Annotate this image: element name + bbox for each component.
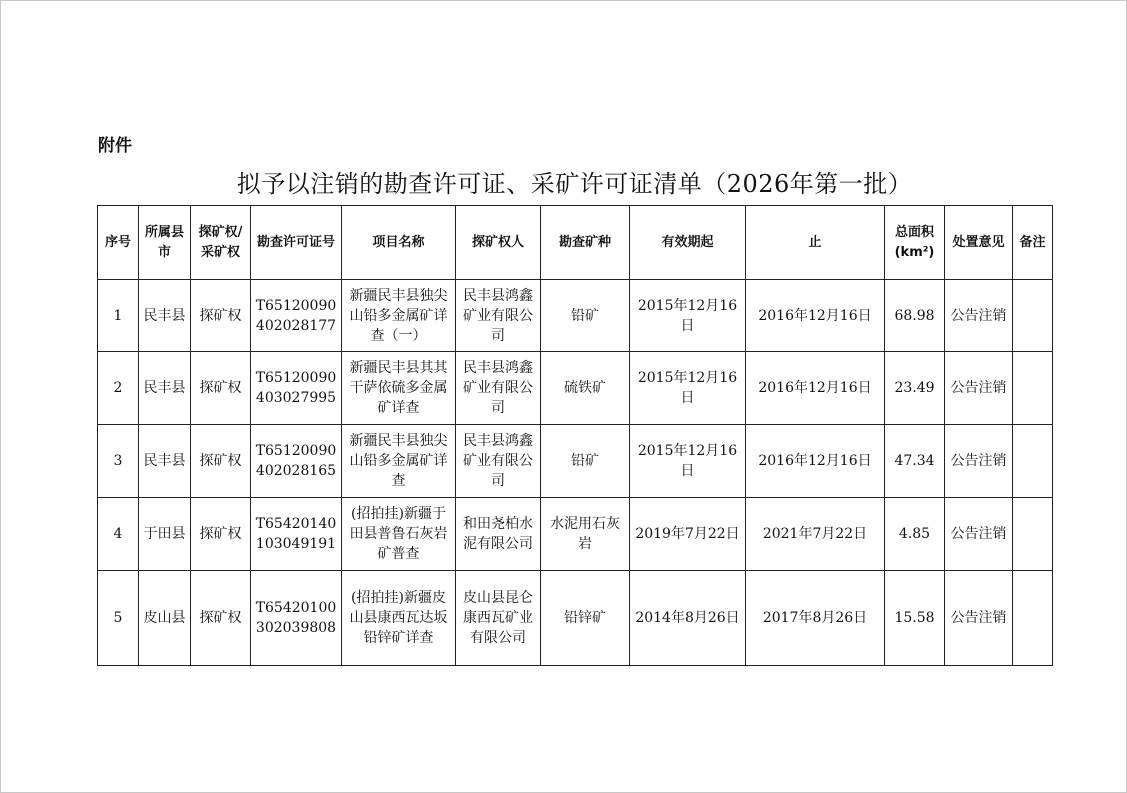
cell-end: 2016年12月16日 [746, 352, 885, 425]
table-row [98, 425, 1053, 498]
cell-mineral: 铅锌矿 [541, 571, 630, 666]
cell-right-type: 探矿权 [191, 425, 251, 498]
cell-holder: 民丰县鸿鑫矿业有限公司 [456, 425, 541, 498]
table-row [98, 280, 1053, 352]
header-start: 有效期起 [630, 206, 746, 280]
cell-license: T65120090402028177 [251, 280, 342, 352]
table-row [98, 571, 1053, 666]
cell-end: 2016年12月16日 [746, 280, 885, 352]
cell-holder: 皮山县昆仑康西瓦矿业有限公司 [456, 571, 541, 666]
table-row [98, 352, 1053, 425]
cell-county: 皮山县 [139, 571, 191, 666]
header-right-type: 探矿权/采矿权 [191, 206, 251, 280]
cell-note [1013, 498, 1053, 571]
header-project: 项目名称 [342, 206, 456, 280]
cell-no: 5 [98, 571, 139, 666]
cell-right-type: 探矿权 [191, 498, 251, 571]
header-mineral: 勘查矿种 [541, 206, 630, 280]
cell-right-type: 探矿权 [191, 571, 251, 666]
cell-end: 2021年7月22日 [746, 498, 885, 571]
document-title: 拟予以注销的勘查许可证、采矿许可证清单（2026年第一批） [236, 170, 913, 198]
header-license: 勘查许可证号 [251, 206, 342, 280]
cell-license: T65420140103049191 [251, 498, 342, 571]
cell-project: 新疆民丰县独尖山铅多金属矿详查（一） [342, 280, 456, 352]
cell-start: 2014年8月26日 [630, 571, 746, 666]
cell-no: 4 [98, 498, 139, 571]
cell-start: 2015年12月16日 [630, 352, 746, 425]
cell-mineral: 铅矿 [541, 280, 630, 352]
header-end: 止 [746, 206, 885, 280]
cell-county: 民丰县 [139, 425, 191, 498]
cell-project: 新疆民丰县独尖山铅多金属矿详查 [342, 425, 456, 498]
cell-license: T65120090402028165 [251, 425, 342, 498]
cell-note [1013, 571, 1053, 666]
attachment-label: 附件 [98, 136, 132, 156]
cell-right-type: 探矿权 [191, 280, 251, 352]
cell-decision: 公告注销 [945, 571, 1013, 666]
header-no: 序号 [98, 206, 139, 280]
cell-holder: 民丰县鸿鑫矿业有限公司 [456, 352, 541, 425]
cell-county: 民丰县 [139, 352, 191, 425]
cell-start: 2019年7月22日 [630, 498, 746, 571]
cell-area: 23.49 [885, 352, 945, 425]
cell-start: 2015年12月16日 [630, 425, 746, 498]
cell-no: 1 [98, 280, 139, 352]
cell-decision: 公告注销 [945, 280, 1013, 352]
cell-mineral: 铅矿 [541, 425, 630, 498]
cell-end: 2016年12月16日 [746, 425, 885, 498]
cell-mineral: 水泥用石灰岩 [541, 498, 630, 571]
cell-end: 2017年8月26日 [746, 571, 885, 666]
header-note: 备注 [1013, 206, 1053, 280]
cell-area: 68.98 [885, 280, 945, 352]
header-county: 所属县市 [139, 206, 191, 280]
cell-project: (招拍挂)新疆皮山县康西瓦达坂铅锌矿详查 [342, 571, 456, 666]
header-decision: 处置意见 [945, 206, 1013, 280]
header-holder: 探矿权人 [456, 206, 541, 280]
header-area: 总面积(km²) [885, 206, 945, 280]
cell-county: 于田县 [139, 498, 191, 571]
table-header-row [98, 206, 1053, 280]
cell-right-type: 探矿权 [191, 352, 251, 425]
cell-no: 3 [98, 425, 139, 498]
cell-mineral: 硫铁矿 [541, 352, 630, 425]
cell-area: 47.34 [885, 425, 945, 498]
cell-note [1013, 280, 1053, 352]
cell-project: 新疆民丰县其其干萨依硫多金属矿详查 [342, 352, 456, 425]
cell-project: (招拍挂)新疆于田县普鲁石灰岩矿普查 [342, 498, 456, 571]
cell-note [1013, 425, 1053, 498]
cell-decision: 公告注销 [945, 498, 1013, 571]
cell-county: 民丰县 [139, 280, 191, 352]
cell-license: T65120090403027995 [251, 352, 342, 425]
cell-area: 15.58 [885, 571, 945, 666]
cell-note [1013, 352, 1053, 425]
cell-no: 2 [98, 352, 139, 425]
cell-holder: 民丰县鸿鑫矿业有限公司 [456, 280, 541, 352]
license-table [97, 205, 1053, 666]
table-row [98, 498, 1053, 571]
cell-area: 4.85 [885, 498, 945, 571]
cell-decision: 公告注销 [945, 425, 1013, 498]
cell-decision: 公告注销 [945, 352, 1013, 425]
cell-license: T65420100302039808 [251, 571, 342, 666]
cell-start: 2015年12月16日 [630, 280, 746, 352]
cell-holder: 和田尧柏水泥有限公司 [456, 498, 541, 571]
